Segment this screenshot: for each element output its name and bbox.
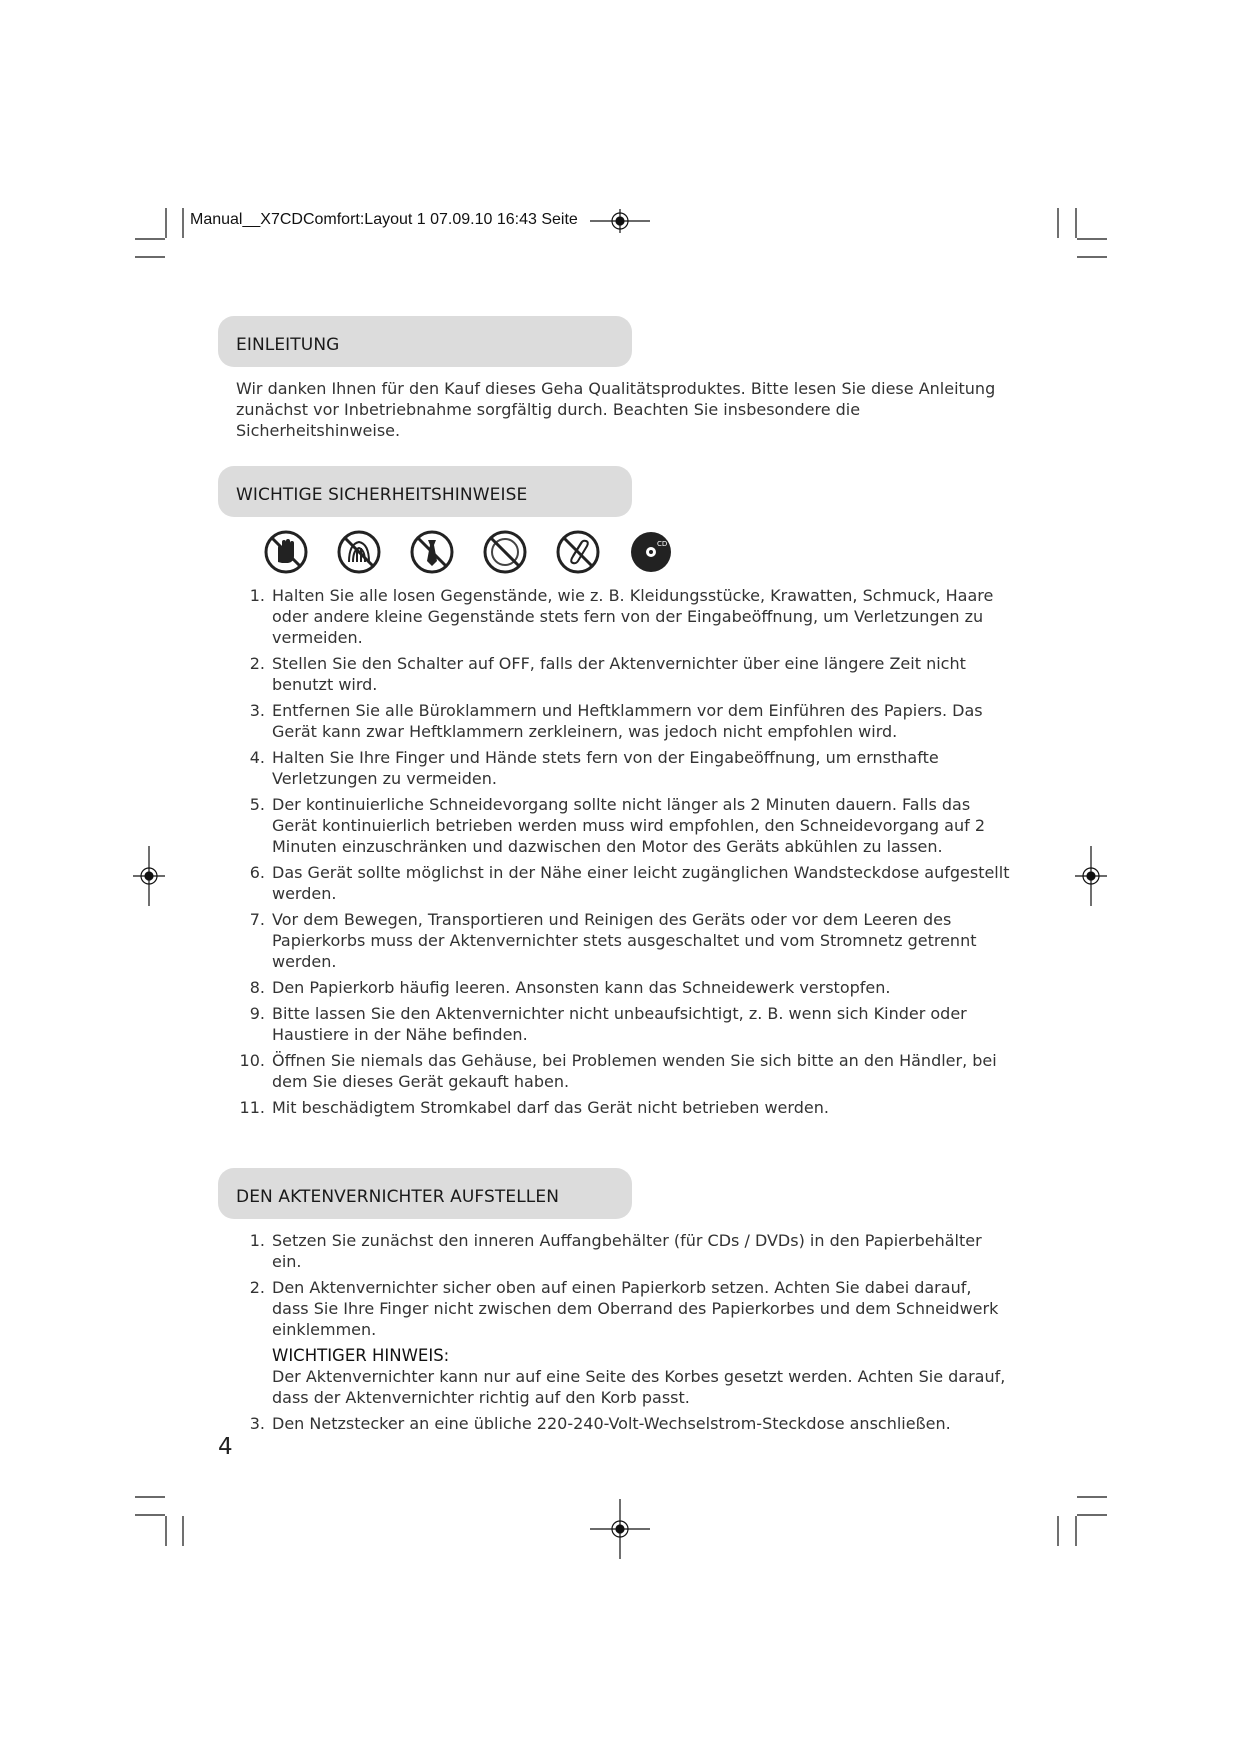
list-item: 9. Bitte lassen Sie den Aktenvernichter nicht unbeaufsichtigt, z. B. wenn sich Kinder oder Haustiere in der Nähe befinden.	[249, 1004, 967, 1044]
no-loose-objects-icon	[481, 528, 529, 576]
no-paperclip-icon	[554, 528, 602, 576]
list-item: 3. Entfernen Sie alle Büroklammern und Heftklammern vor dem Einführen des Papiers. Das Gerät kann zwar Heftklammern zerkleinern, was jedoch nicht empfohlen wird.	[249, 701, 983, 741]
list-item: 1. Setzen Sie zunächst den inneren Auffangbehälter (für CDs / DVDs) in den Papierbehälter ein.	[249, 1231, 982, 1271]
section-heading-safety	[218, 466, 632, 517]
list-item: 6. Das Gerät sollte möglichst in der Nähe einer leicht zugänglichen Wandsteckdose aufgestellt werden.	[249, 863, 1010, 903]
list-item: 2. Stellen Sie den Schalter auf OFF, falls der Aktenvernichter über eine längere Zeit nicht benutzt wird.	[249, 654, 966, 694]
important-note-title: WICHTIGER HINWEIS:	[272, 1346, 450, 1365]
section-heading-safety-label: WICHTIGE SICHERHEITSHINWEISE	[236, 484, 528, 505]
safety-list	[230, 585, 1010, 1123]
section-heading-setup	[218, 1168, 632, 1219]
setup-list	[230, 1230, 1010, 1439]
print-slug: Manual__X7CDComfort:Layout 1 07.09.10 16:43 Seite	[190, 211, 578, 228]
important-note-text: Der Aktenvernichter kann nur auf eine Seite des Korbes gesetzt werden. Achten Sie darauf, dass der Aktenvernichter richtig auf den Korb passt.	[272, 1367, 1006, 1407]
no-tie-icon	[408, 528, 456, 576]
cd-icon	[627, 528, 675, 576]
section-heading-intro	[218, 316, 632, 367]
list-item: 2. Den Aktenvernichter sicher oben auf einen Papierkorb setzen. Achten Sie dabei darauf, dass Sie Ihre Finger nicht zwischen dem Oberrand des Papierkorbes und dem Schneidwerk einklemmen. WICHTIGER HINWEIS: Der Aktenvernichter kann nur auf eine Seite des Korbes gesetzt werden. Achten Sie darauf, dass der Aktenvernichter richtig auf den Korb passt.	[230, 1277, 1010, 1408]
list-item: 4. Halten Sie Ihre Finger und Hände stets fern von der Eingabeöffnung, um ernsthafte Verletzungen zu vermeiden.	[249, 748, 939, 788]
list-item: 10. Öffnen Sie niemals das Gehäuse, bei Problemen wenden Sie sich bitte an den Händler, bei dem Sie dieses Gerät gekauft haben.	[239, 1051, 997, 1091]
svg-text:CD: CD	[657, 540, 668, 548]
list-item: 8. Den Papierkorb häufig leeren. Ansonsten kann das Schneidewerk verstopfen.	[249, 978, 891, 997]
no-hair-icon	[335, 528, 383, 576]
intro-paragraph: Wir danken Ihnen für den Kauf dieses Geha Qualitätsproduktes. Bitte lesen Sie diese Anleitung zunächst vor Inbetriebnahme sorgfältig durch. Beachten Sie insbesondere die Sicherheitshinweise.	[236, 379, 996, 440]
list-item: 3. Den Netzstecker an eine übliche 220-240-Volt-Wechselstrom-Steckdose anschließen.	[249, 1414, 951, 1433]
list-item: 5. Der kontinuierliche Schneidevorgang sollte nicht länger als 2 Minuten dauern. Falls das Gerät kontinuierlich betrieben werden muss wird empfohlen, den Schneidevorgang auf 2 Minuten einzuschränken und dazwischen den Motor des Geräts abkühlen zu lassen.	[249, 795, 986, 856]
section-heading-intro-label: EINLEITUNG	[236, 334, 340, 355]
no-hands-icon	[262, 528, 310, 576]
safety-icons-row	[262, 528, 675, 580]
section-heading-setup-label: DEN AKTENVERNICHTER AUFSTELLEN	[236, 1186, 560, 1207]
list-item: 1. Halten Sie alle losen Gegenstände, wie z. B. Kleidungsstücke, Krawatten, Schmuck, Haare oder andere kleine Gegenstände stets fern von der Eingabeöffnung, um Verletzungen zu vermeiden.	[249, 586, 994, 647]
list-item: 7. Vor dem Bewegen, Transportieren und Reinigen des Geräts oder vor dem Leeren des Papierkorbs muss der Aktenvernichter stets ausgeschaltet und vom Stromnetz getrennt werden.	[249, 910, 977, 971]
list-item: 11. Mit beschädigtem Stromkabel darf das Gerät nicht betrieben werden.	[239, 1098, 829, 1117]
page-number: 4	[218, 1434, 233, 1460]
